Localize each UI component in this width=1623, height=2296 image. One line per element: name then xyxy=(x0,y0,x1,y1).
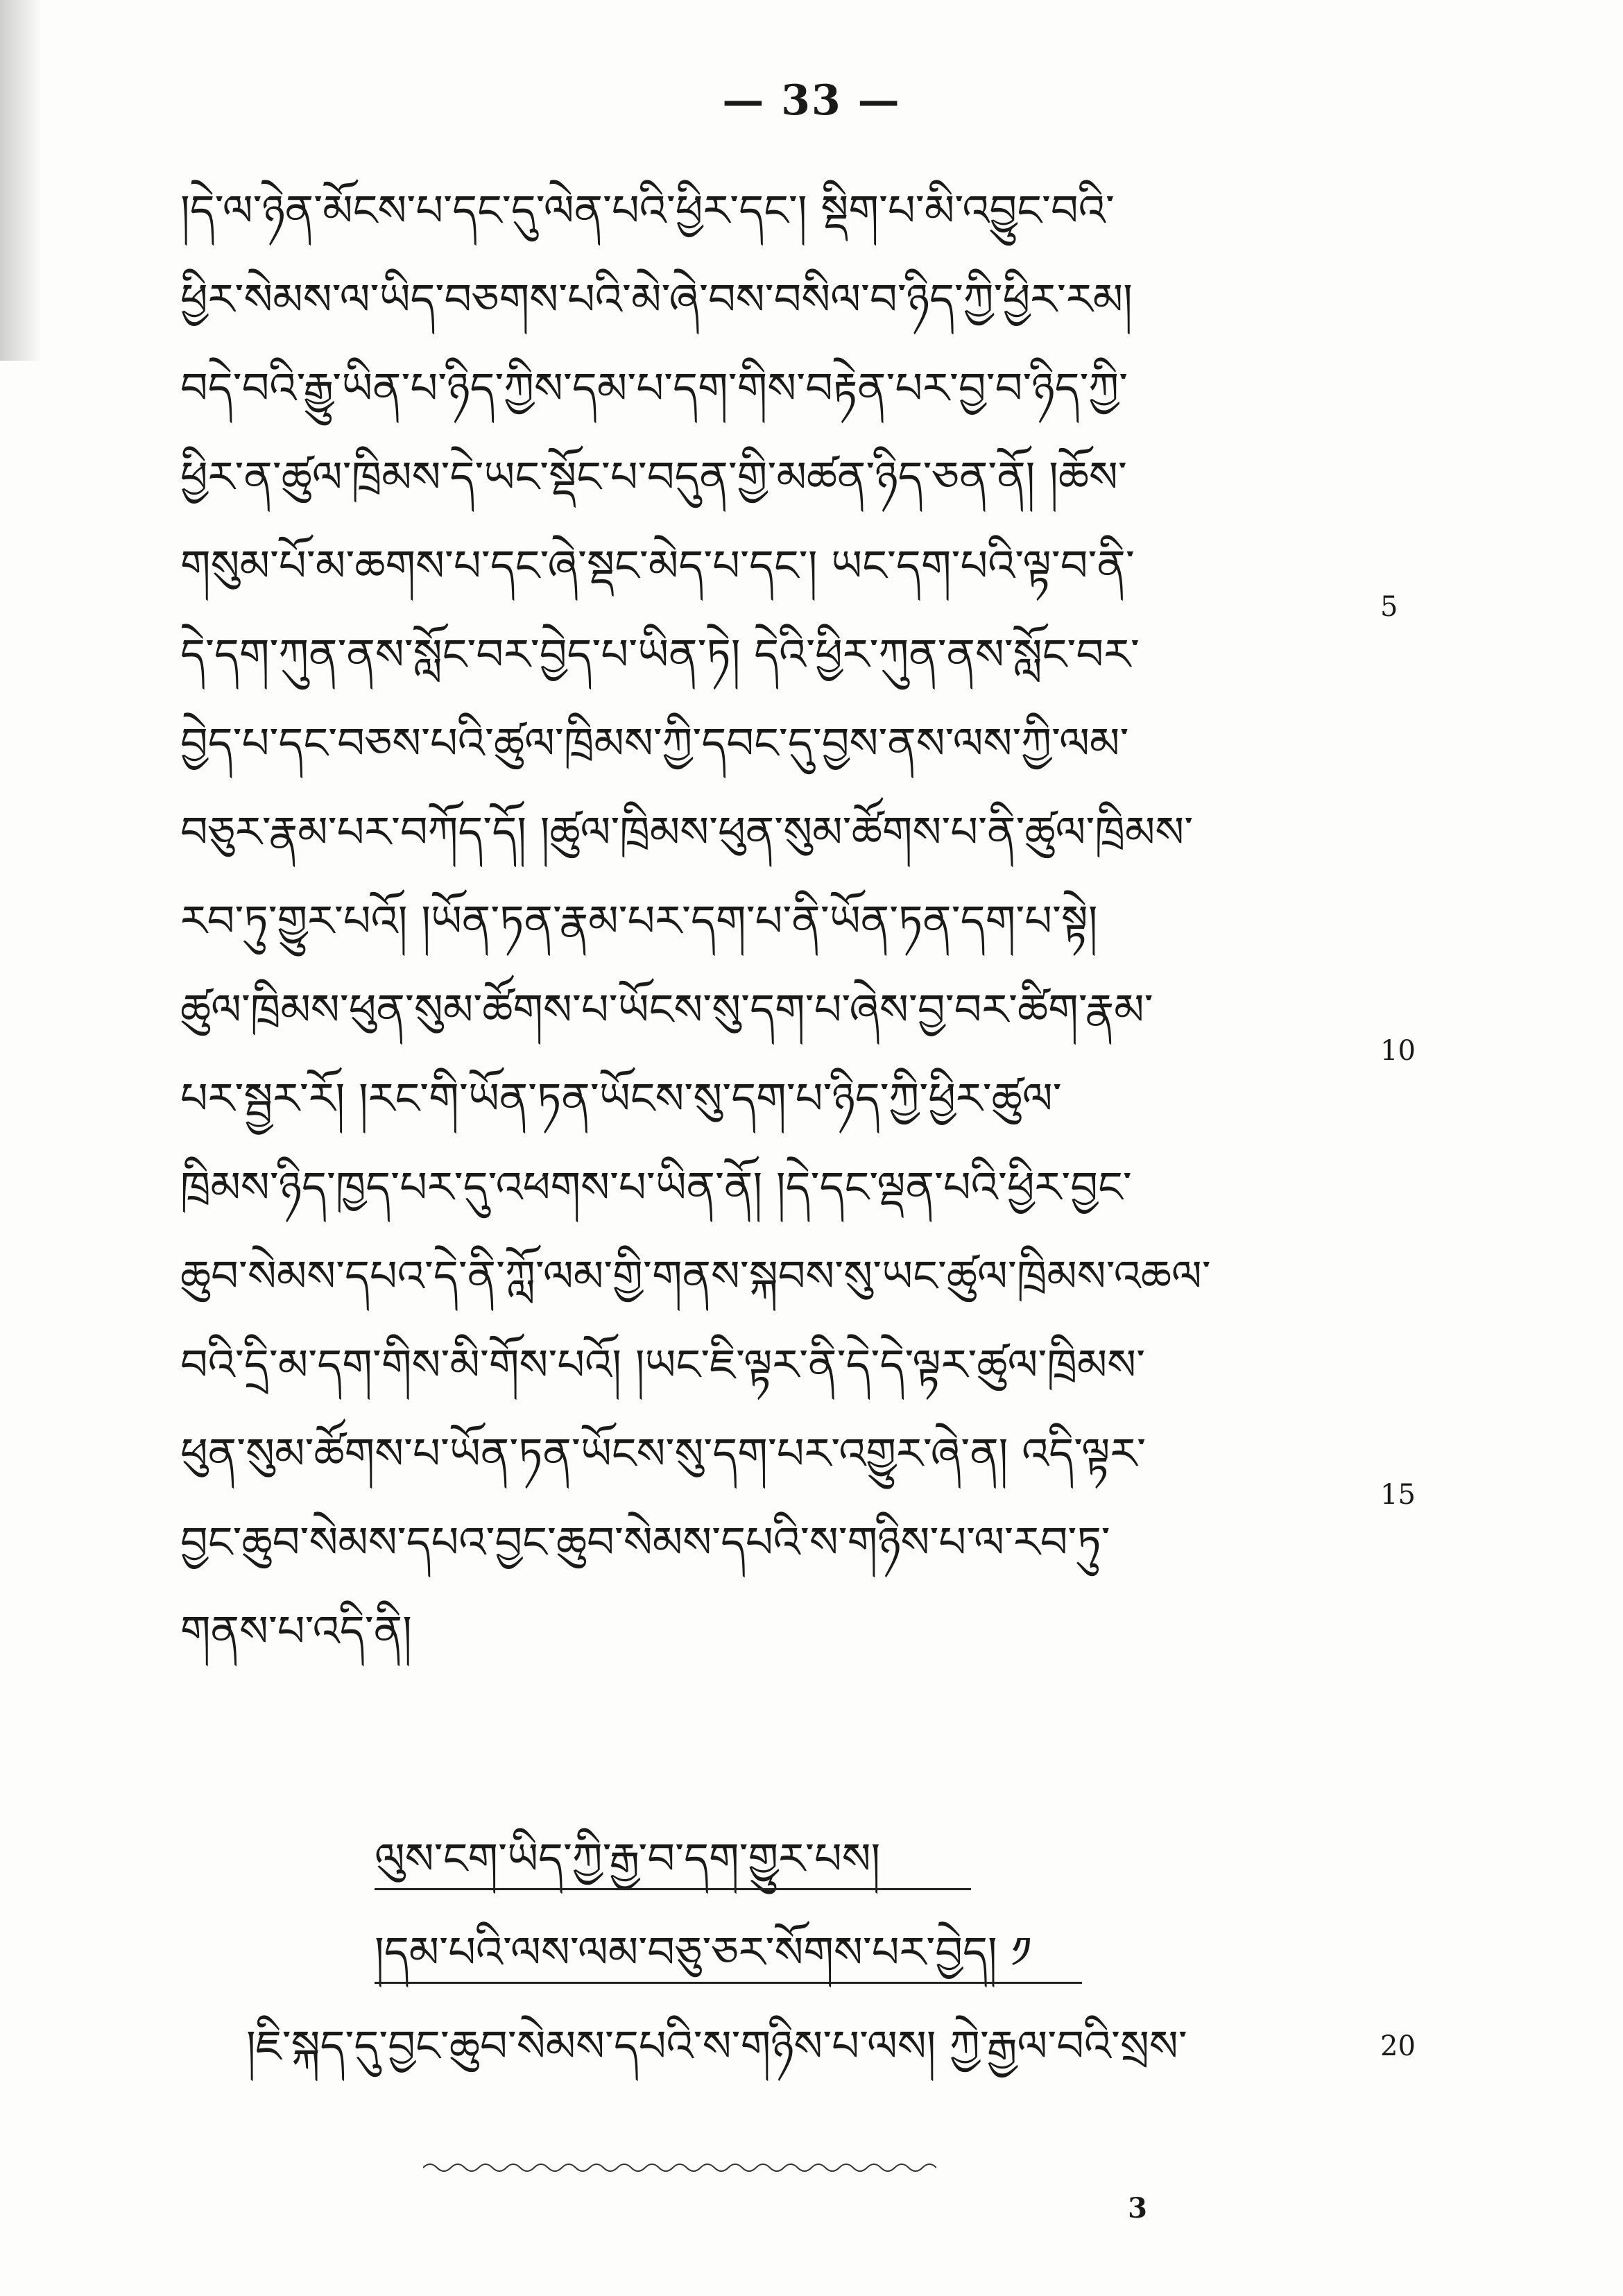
line-number-10: 10 xyxy=(1380,1035,1416,1067)
text-line xyxy=(180,699,1429,788)
text-line xyxy=(180,433,1429,522)
text-line xyxy=(180,1054,1429,1143)
page-footer xyxy=(0,2192,1623,2225)
verse-rule-1 xyxy=(375,1888,971,1890)
wavy-underline xyxy=(423,2157,936,2178)
page-header xyxy=(0,76,1623,125)
text-line-content: རབ་ཏུ་གྱུར་པའོ། །ཡོན་ཏན་རྣམ་པར་དག་པ་ནི་ཡོན་ཏན་དག་པ་སྟེ། xyxy=(180,896,1098,946)
text-line-content: གསུམ་པོ་མ་ཆགས་པ་དང་ཞེ་སྡང་མེད་པ་དང་། ཡང་དག་པའི་ལྟ་བ་ནི་ xyxy=(180,540,1135,591)
page-number: — 33 — xyxy=(722,76,901,125)
body-text xyxy=(180,166,1429,1676)
text-line xyxy=(180,255,1429,344)
text-line-content: ཕུན་སུམ་ཚོགས་པ་ཡོན་ཏན་ཡོངས་སུ་དག་པར་འགྱུར་ཞེ་ན། འདི་ལྟར་ xyxy=(180,1428,1147,1479)
line-number-20: 20 xyxy=(1380,2030,1416,2062)
text-line-content: བདེ་བའི་རྒྱུ་ཡིན་པ་ཉིད་ཀྱིས་དམ་པ་དག་གིས་བརྟེན་པར་བྱ་བ་ཉིད་ཀྱི་ xyxy=(180,363,1128,413)
text-line xyxy=(180,1587,1429,1676)
text-line xyxy=(180,1498,1429,1587)
text-line xyxy=(180,344,1429,433)
text-line-content: ཕྱིར་ན་ཚུལ་ཁྲིམས་དེ་ཡང་སྡོང་པ་བདུན་གྱི་མཚན་ཉིད་ཅན་ནོ། །ཆོས་ xyxy=(180,452,1127,502)
text-line-content: བྱང་ཆུབ་སེམས་དཔའ་བྱང་ཆུབ་སེམས་དཔའི་ས་གཉིས་པ་ལ་རབ་ཏུ་ xyxy=(180,1517,1110,1568)
text-line xyxy=(180,788,1429,877)
verse-line-1: ལུས་ངག་ཡིད་ཀྱི་རྒྱ་བ་དག་གྱུར་པས། xyxy=(375,1833,881,1884)
text-line-content: བཅུར་རྣམ་པར་བཀོད་དོ། །ཚུལ་ཁྲིམས་ཕུན་སུམ་ཚོགས་པ་ནི་ཚུལ་ཁྲིམས་ xyxy=(180,807,1194,857)
text-line-content: ཁྲིམས་ཉིད་ཁྱད་པར་དུ་འཕགས་པ་ཡིན་ནོ། །དེ་དང་ལྡན་པའི་ཕྱིར་བྱང་ xyxy=(180,1162,1132,1213)
text-line-content: ཚུལ་ཁྲིམས་ཕུན་སུམ་ཚོགས་པ་ཡོངས་སུ་དག་པ་ཞེས་བྱ་བར་ཚིག་རྣམ་ xyxy=(180,984,1153,1035)
line-number-15: 15 xyxy=(1380,1479,1416,1511)
text-line-content: པར་སྦྱར་རོ། །རང་གི་ཡོན་ཏན་ཡོངས་སུ་དག་པ་ཉིད་ཀྱི་ཕྱིར་ཚུལ་ xyxy=(180,1073,1062,1124)
text-line-content: ཆུབ་སེམས་དཔའ་དེ་ནི་ཀློ་ལམ་གྱི་གནས་སྐབས་སུ་ཡང་ཚུལ་ཁྲིམས་འཆལ་ xyxy=(180,1251,1211,1301)
text-line xyxy=(180,522,1429,610)
text-line xyxy=(180,877,1429,966)
text-line xyxy=(180,610,1429,699)
text-line-content: བའི་དྲི་མ་དག་གིས་མི་གོས་པའོ། །ཡང་ཇི་ལྟར་ནི་དེ་དེ་ལྟར་ཚུལ་ཁྲིམས་ xyxy=(180,1339,1146,1390)
verse-line-3: །ཇི་སྐད་དུ་བྱང་ཆུབ་སེམས་དཔའི་ས་གཉིས་པ་ལས། ཀྱེ་རྒྱལ་བའི་སྲས་ xyxy=(246,2021,1187,2071)
text-line-content: །དེ་ལ་ཉེན་མོངས་པ་དང་དུ་ལེན་པའི་ཕྱིར་དང་། སྡིག་པ་མི་འབྱུང་བའི་ xyxy=(180,185,1115,236)
signature-mark: 3 xyxy=(1128,2192,1147,2225)
text-line-content: དེ་དག་ཀུན་ནས་སློང་བར་བྱེད་པ་ཡིན་ཏེ། དེའི་ཕྱིར་ཀུན་ནས་སློང་བར་ xyxy=(180,629,1140,680)
scan-edge-shadow xyxy=(0,0,42,361)
line-number-5: 5 xyxy=(1380,591,1398,623)
verse-rule-2 xyxy=(375,1982,1082,1984)
text-line-content: ཕྱིར་སེམས་ལ་ཡིད་བཅགས་པའི་མེ་ཞེ་བས་བསིལ་བ་ཉིད་ཀྱི་ཕྱིར་རམ། xyxy=(180,274,1133,325)
text-line xyxy=(180,1410,1429,1498)
text-line xyxy=(180,1143,1429,1232)
text-line xyxy=(180,966,1429,1054)
verse-line-2: །དམ་པའི་ལས་ལམ་བཅུ་ཅར་སོགས་པར་བྱེད། ༡ xyxy=(375,1927,1032,1978)
text-line xyxy=(180,1321,1429,1410)
text-line xyxy=(180,166,1429,255)
text-line-content: བྱེད་པ་དང་བཅས་པའི་ཚུལ་ཁྲིམས་ཀྱི་དབང་དུ་བྱས་ནས་ལས་ཀྱི་ལམ་ xyxy=(180,718,1129,769)
text-line xyxy=(180,1232,1429,1321)
text-line-content: གནས་པ་འདི་ནི། xyxy=(180,1606,412,1656)
